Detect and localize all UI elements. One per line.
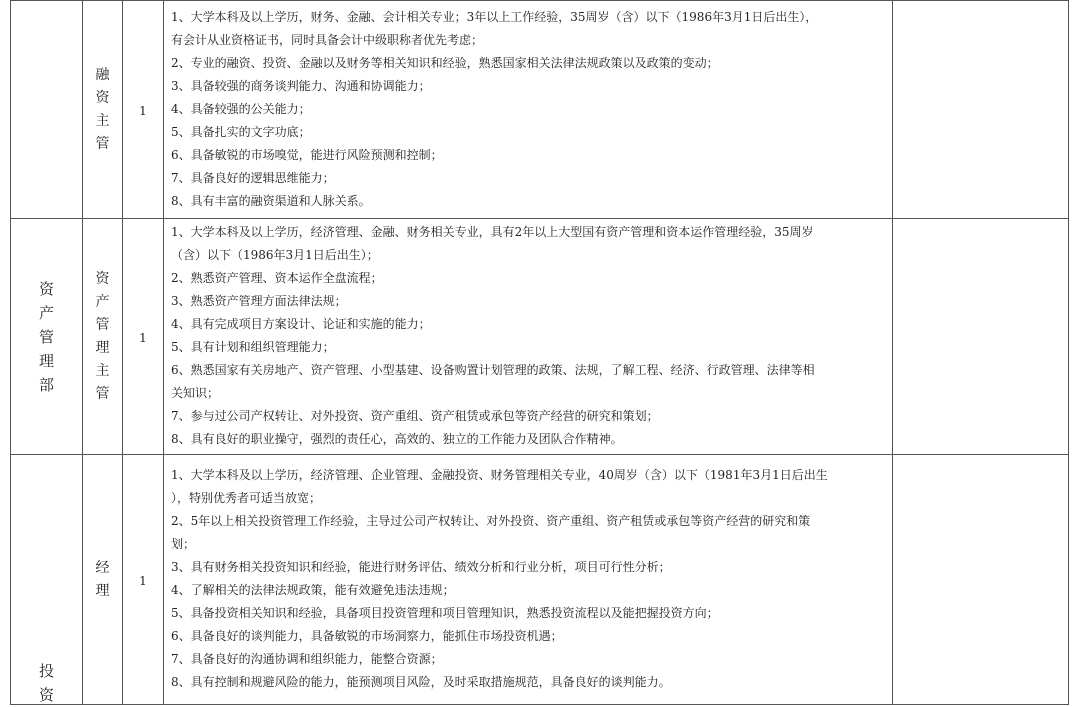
requirement-line: 4、了解相关的法律法规政策，能有效避免违法违规；	[171, 583, 455, 597]
position-cell	[83, 219, 123, 455]
table-row	[11, 455, 1069, 705]
requirement-line: 7、参与过公司产权转让、对外投资、资产重组、资产租赁或承包等资产经营的研究和策划；	[171, 409, 659, 423]
headcount-cell	[123, 455, 164, 705]
department-cell	[11, 1, 83, 219]
requirement-line: 5、具备扎实的文字功底；	[171, 124, 311, 139]
requirement-line: 7、具备良好的沟通协调和组织能力，能整合资源；	[171, 652, 443, 666]
requirement-line: （含）以下（1986年3月1日后出生）；	[171, 248, 379, 262]
requirement-line: 8、具有丰富的融资渠道和人脉关系。	[171, 193, 371, 208]
position-name: 经理	[95, 559, 110, 599]
department-name: 资产管理部	[38, 279, 54, 394]
requirement-line: 3、具有财务相关投资知识和经验，能进行财务评估、绩效分析和行业分析，项目可行性分析；	[171, 560, 671, 574]
requirement-line: 1、大学本科及以上学历，经济管理、金融、财务相关专业，具有2年以上大型国有资产管理和资本运作管理经验，35周岁	[171, 225, 814, 239]
requirement-line: 4、具有完成项目方案设计、论证和实施的能力；	[171, 317, 431, 331]
requirement-line: 5、具备投资相关知识和经验，具备项目投资管理和项目管理知识，熟悉投资流程以及能把握投资方向；	[171, 606, 719, 620]
headcount-cell	[123, 219, 164, 455]
requirement-line: 划；	[171, 537, 196, 551]
requirement-line: 4、具备较强的公关能力；	[171, 101, 311, 116]
requirement-line: 8、具有控制和规避风险的能力，能预测项目风险，及时采取措施规范，具备良好的谈判能力。	[171, 675, 671, 689]
headcount-value: 1	[139, 574, 147, 588]
requirement-line: 6、熟悉国家有关房地产、资产管理、小型基建、设备购置计划管理的政策、法规，了解工程、经济、行政管理、法律等相	[171, 363, 815, 377]
requirement-line: 6、具备良好的谈判能力，具备敏锐的市场洞察力，能抓住市场投资机遇；	[171, 629, 563, 643]
requirement-line: 2、5年以上相关投资管理工作经验，主导过公司产权转让、对外投资、资产重组、资产租赁或承包等资产经营的研究和策	[171, 514, 811, 528]
table-row	[11, 1, 1069, 219]
requirement-line: 6、具备敏锐的市场嗅觉，能进行风险预测和控制；	[171, 147, 443, 162]
remarks-cell	[893, 219, 1069, 455]
recruitment-table-sheet	[10, 0, 1072, 704]
requirement-line: 2、熟悉资产管理、资本运作全盘流程；	[171, 271, 383, 285]
requirement-line: 2、专业的融资、投资、金融以及财务等相关知识和经验，熟悉国家相关法律法规政策以及政策的变动；	[171, 55, 719, 70]
requirement-line: 5、具有计划和组织管理能力；	[171, 340, 335, 354]
department-name: 投资	[38, 662, 54, 704]
remarks-cell	[893, 455, 1069, 705]
requirement-line: 8、具有良好的职业操守，强烈的责任心，高效的、独立的工作能力及团队合作精神。	[171, 432, 623, 446]
requirements-cell	[164, 219, 893, 455]
position-name: 资产管理主管	[95, 270, 110, 402]
table-body	[11, 1, 1069, 705]
headcount-value: 1	[139, 331, 147, 345]
position-cell	[83, 455, 123, 705]
table-row	[11, 219, 1069, 455]
requirements-cell	[164, 1, 893, 219]
requirement-line: 关知识；	[171, 386, 220, 400]
position-cell	[83, 1, 123, 219]
headcount-value: 1	[139, 104, 147, 118]
department-cell	[11, 455, 83, 705]
requirement-line: 1、大学本科及以上学历，经济管理、企业管理、金融投资、财务管理相关专业，40周岁（含）以下（1981年3月1日后出生	[171, 468, 828, 482]
department-cell	[11, 219, 83, 455]
requirement-line: 有会计从业资格证书，同时具备会计中级职称者优先考虑；	[171, 32, 484, 47]
position-name: 融资主管	[95, 66, 110, 152]
requirement-line: ），特别优秀者可适当放宽；	[171, 491, 322, 505]
remarks-cell	[893, 1, 1069, 219]
recruitment-table	[10, 0, 1069, 705]
requirement-line: 7、具备良好的逻辑思维能力；	[171, 170, 335, 185]
requirement-line: 1、大学本科及以上学历，财务、金融、会计相关专业；3年以上工作经验，35周岁（含）以下（1986年3月1日后出生），	[171, 9, 818, 24]
requirements-cell	[164, 455, 893, 705]
requirement-line: 3、具备较强的商务谈判能力、沟通和协调能力；	[171, 78, 431, 93]
headcount-cell	[123, 1, 164, 219]
requirement-line: 3、熟悉资产管理方面法律法规；	[171, 294, 347, 308]
